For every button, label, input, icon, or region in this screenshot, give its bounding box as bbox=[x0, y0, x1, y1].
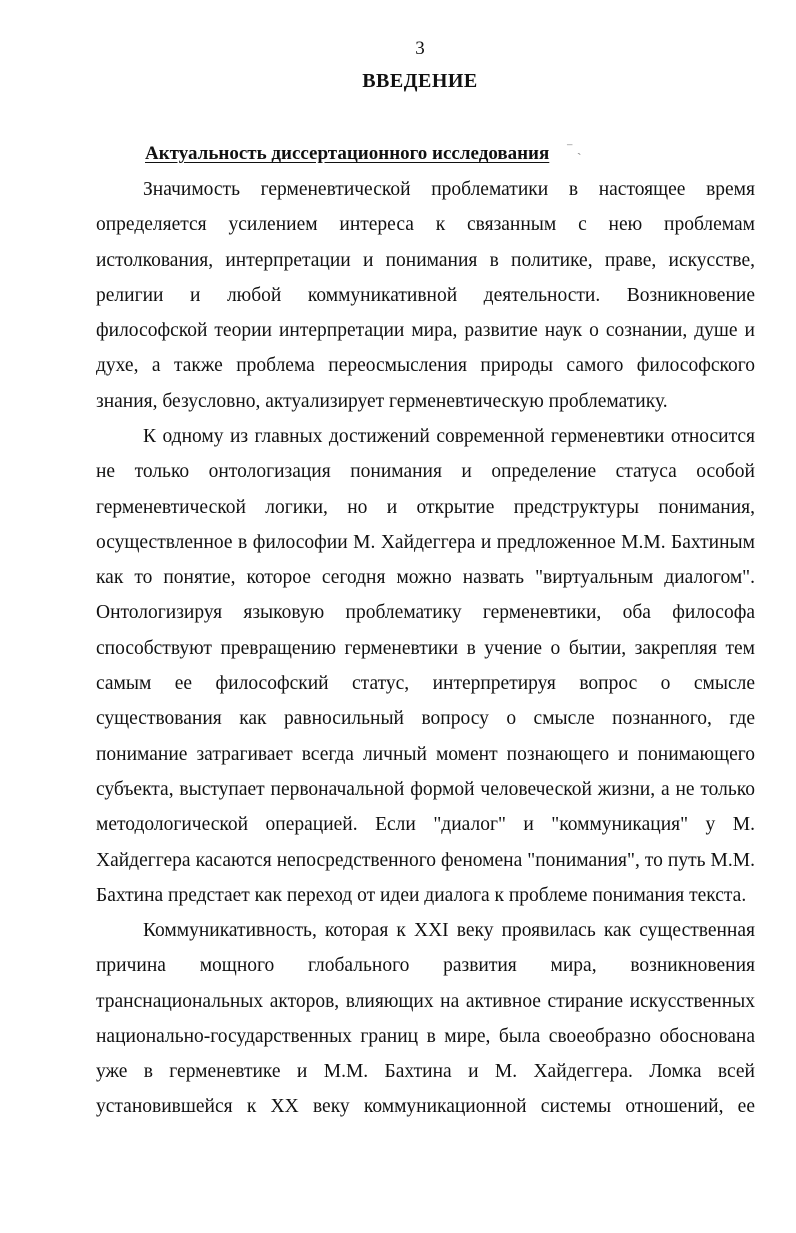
paragraph-3-container bbox=[96, 913, 755, 1125]
paragraph-1-container bbox=[96, 172, 755, 419]
scan-mark-icon: ⁻ ˏ bbox=[566, 141, 582, 156]
page-number: 3 bbox=[415, 38, 425, 59]
paragraph: К одному из главных достижений современной герменевтики относится не только онтологизация понимания и определение статуса особой герменевтической логики, но и открытие предструктуры понимания, осуществленное в философии М. Хайдеггера и предложенное М.М. Бахтиным как то понятие, которое сегодня можно назвать "виртуальным диалогом". Онтологизируя языковую проблематику герменевтики, оба философа способствуют превращению герменевтики в учение о бытии, закрепляя тем самым ее философский статус, интерпретируя вопрос о смысле существования как равносильный вопросу о смысле познанного, где понимание затрагивает всегда личный момент познающего и понимающего субъекта, выступает первоначальной формой человеческой жизни, а не только методологической операцией. Если "диалог" и "коммуникация" у М. Хайдеггера касаются непосредственного феномена "понимания", то путь М.М. Бахтина предстает как переход от идеи диалога к проблеме понимания текста. bbox=[96, 426, 755, 906]
page-title: ВВЕДЕНИЕ bbox=[362, 70, 478, 92]
paragraph: Коммуникативность, которая к XXI веку проявилась как существенная причина мощного глобального развития мира, возникновения транснациональных акторов, влияющих на активное стирание искусственных национально-государственных границ в мире, была своеобразно обоснована уже в герменевтике и М.М. Бахтина и М. Хайдеггера. Ломка всей установившейся к XX веку коммуникационной системы отношений, ее bbox=[96, 920, 755, 1118]
section-heading: Актуальность диссертационного исследования bbox=[145, 143, 550, 164]
paragraph-2-container bbox=[96, 419, 755, 913]
paragraph: Значимость герменевтической проблематики в настоящее время определяется усилением интереса к связанным с нею проблемам истолкования, интерпретации и понимания в политике, праве, искусстве, религии и любой коммуникативной деятельности. Возникновение философской теории интерпретации мира, развитие наук о сознании, душе и духе, а также проблема переосмысления природы самого философского знания, безусловно, актуализирует герменевтическую проблематику. bbox=[96, 179, 755, 412]
